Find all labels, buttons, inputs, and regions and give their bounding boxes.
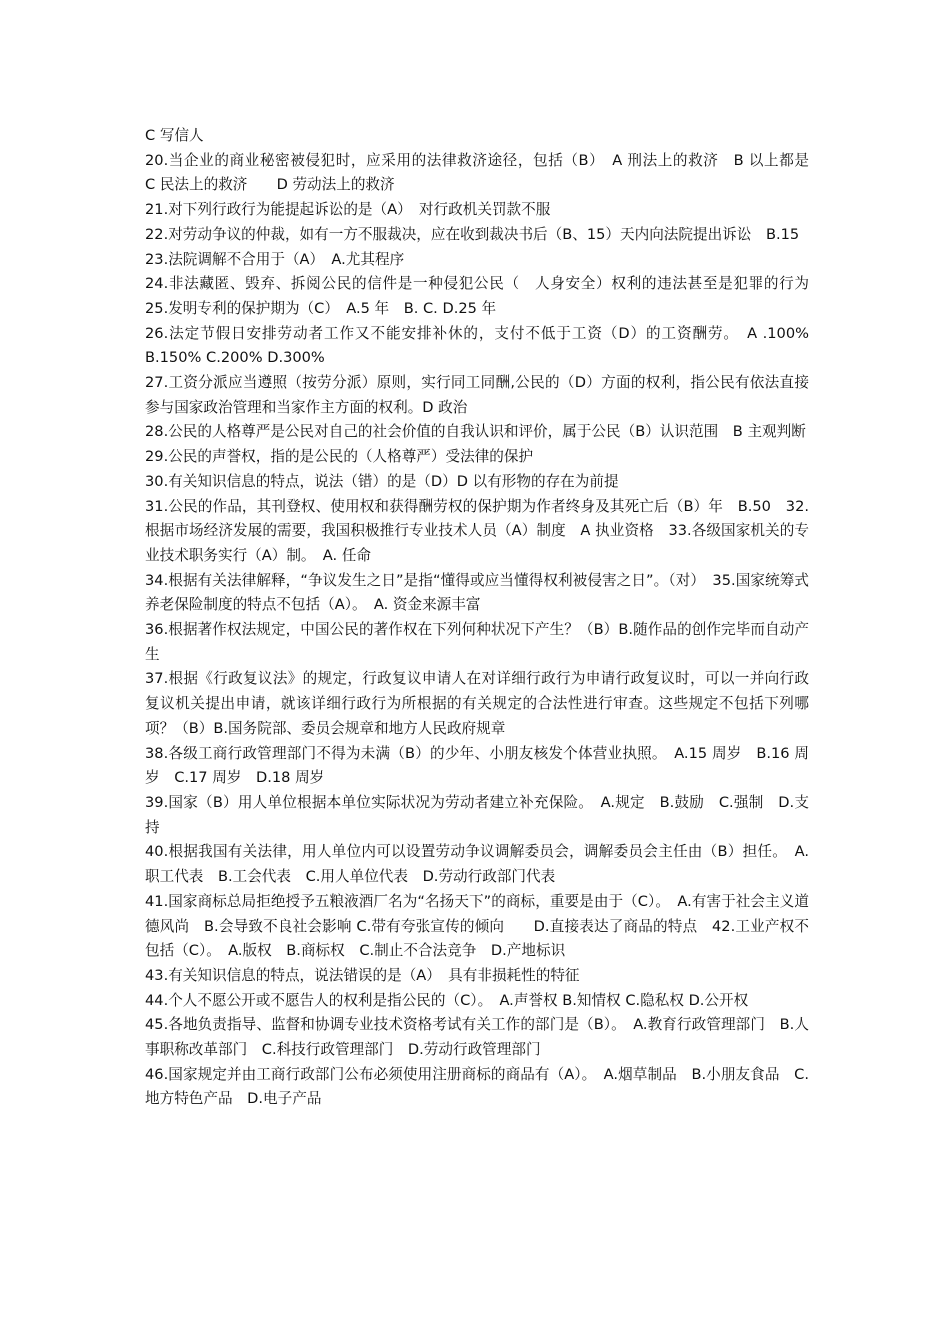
question-21: 21.对下列行政行为能提起诉讼的是（A） 对行政机关罚款不服	[145, 201, 551, 219]
question-24-25: 24.非法藏匿、毁弃、拆阅公民的信件是一种侵犯公民（ 人身安全）权利的违法甚至是犯罪的行为 25.发明专利的保护期为（C） A.5 年 B. C. D.25 年	[145, 275, 824, 317]
question-46: 46.国家规定并由工商行政部门公布必须使用注册商标的商品有（A）。 A.烟草制品 B.小朋友食品 C.地方特色产品 D.电子产品	[145, 1065, 809, 1108]
question-22: 22.对劳动争议的仲裁，如有一方不服裁决，应在收到裁决书后（B、15）天内向法院提出诉讼 B.15	[145, 225, 800, 243]
question-20: 20.当企业的商业秘密被侵犯时，应采用的法律救济途径，包括（B） A 刑法上的救济 B 以上都是 C 民法上的救济 D 劳动法上的救济	[145, 151, 839, 194]
question-29: 29.公民的声誉权，指的是公民的（人格尊严）受法律的保护	[145, 448, 534, 466]
question-40: 40.根据我国有关法律，用人单位内可以设置劳动争议调解委员会，调解委员会主任由（B）担任。 A.职工代表 B.工会代表 C.用人单位代表 D.劳动行政部门代表	[145, 843, 809, 886]
question-43: 43.有关知识信息的特点，说法错误的是（A） 具有非损耗性的特征	[145, 966, 580, 984]
question-27: 27.工资分派应当遵照（按劳分派）原则，实行同工同酬,公民的（D）方面的权利，指公民有依法直接参与国家政治管理和当家作主方面的权利。D 政治	[145, 374, 809, 416]
question-30: 30.有关知识信息的特点，说法（错）的是（D）D 以有形物的存在为前提	[145, 472, 619, 490]
question-44: 44.个人不愿公开或不愿告人的权利是指公民的（C）。 A.声誉权 B.知情权 C.隐私权 D.公开权	[145, 991, 749, 1009]
question-41-42: 41.国家商标总局拒绝授予五粮液酒厂名为“名扬天下”的商标，重要是由于（C）。 A.有害于社会主义道德风尚 B.会导致不良社会影响 C.带有夸张宣传的倾向 D.直接表达了商品的特点 42.工业产权不包括（C）。 A.版权 B.商标权 C.制止不合法竞争 D.产地标识	[145, 892, 809, 960]
document-page	[145, 124, 839, 1112]
question-39: 39.国家（B）用人单位根据本单位实际状况为劳动者建立补充保险。 A.规定 B.鼓励 C.强制 D.支持	[145, 793, 809, 836]
question-28: 28.公民的人格尊严是公民对自己的社会价值的自我认识和评价，属于公民（B）认识范围 B 主观判断	[145, 423, 806, 441]
question-45: 45.各地负责指导、监督和协调专业技术资格考试有关工作的部门是（B）。 A.教育行政管理部门 B.人事职称改革部门 C.科技行政管理部门 D.劳动行政管理部门	[145, 1016, 809, 1059]
question-38: 38.各级工商行政管理部门不得为未满（B）的少年、小朋友核发个体营业执照。 A.15 周岁 B.16 周岁 C.17 周岁 D.18 周岁	[145, 744, 809, 787]
text-line: C 写信人	[145, 127, 204, 144]
question-34-35: 34.根据有关法律解释，“争议发生之日”是指“懂得或应当懂得权利被侵害之日”。（对） 35.国家统筹式养老保险制度的特点不包括（A）。 A. 资金来源丰富	[145, 571, 809, 614]
question-31-33: 31.公民的作品，其刊登权、使用权和获得酬劳权的保护期为作者终身及其死亡后（B）年 B.50 32.根据市场经济发展的需要，我国积极推行专业技术人员（A）制度 A 执业资格 33.各级国家机关的专业技术职务实行（A）制。 A. 任命	[145, 497, 809, 564]
question-36: 36.根据著作权法规定，中国公民的著作权在下列何种状况下产生？（B）B.随作品的创作完毕而自动产生	[145, 621, 809, 663]
question-26: 26.法定节假日安排劳动者工作又不能安排补休的，支付不低于工资（D）的工资酬劳。 A .100% B.150% C.200% D.300%	[145, 324, 809, 367]
question-23: 23.法院调解不合用于（A） A.尤其程序	[145, 250, 405, 268]
question-37: 37.根据《行政复议法》的规定，行政复议申请人在对详细行政行为申请行政复议时，可以一并向行政复议机关提出申请，就该详细行政行为所根据的有关规定的合法性进行审查。这些规定不包括下列哪项？（B）B.国务院部、委员会规章和地方人民政府规章	[145, 670, 809, 737]
